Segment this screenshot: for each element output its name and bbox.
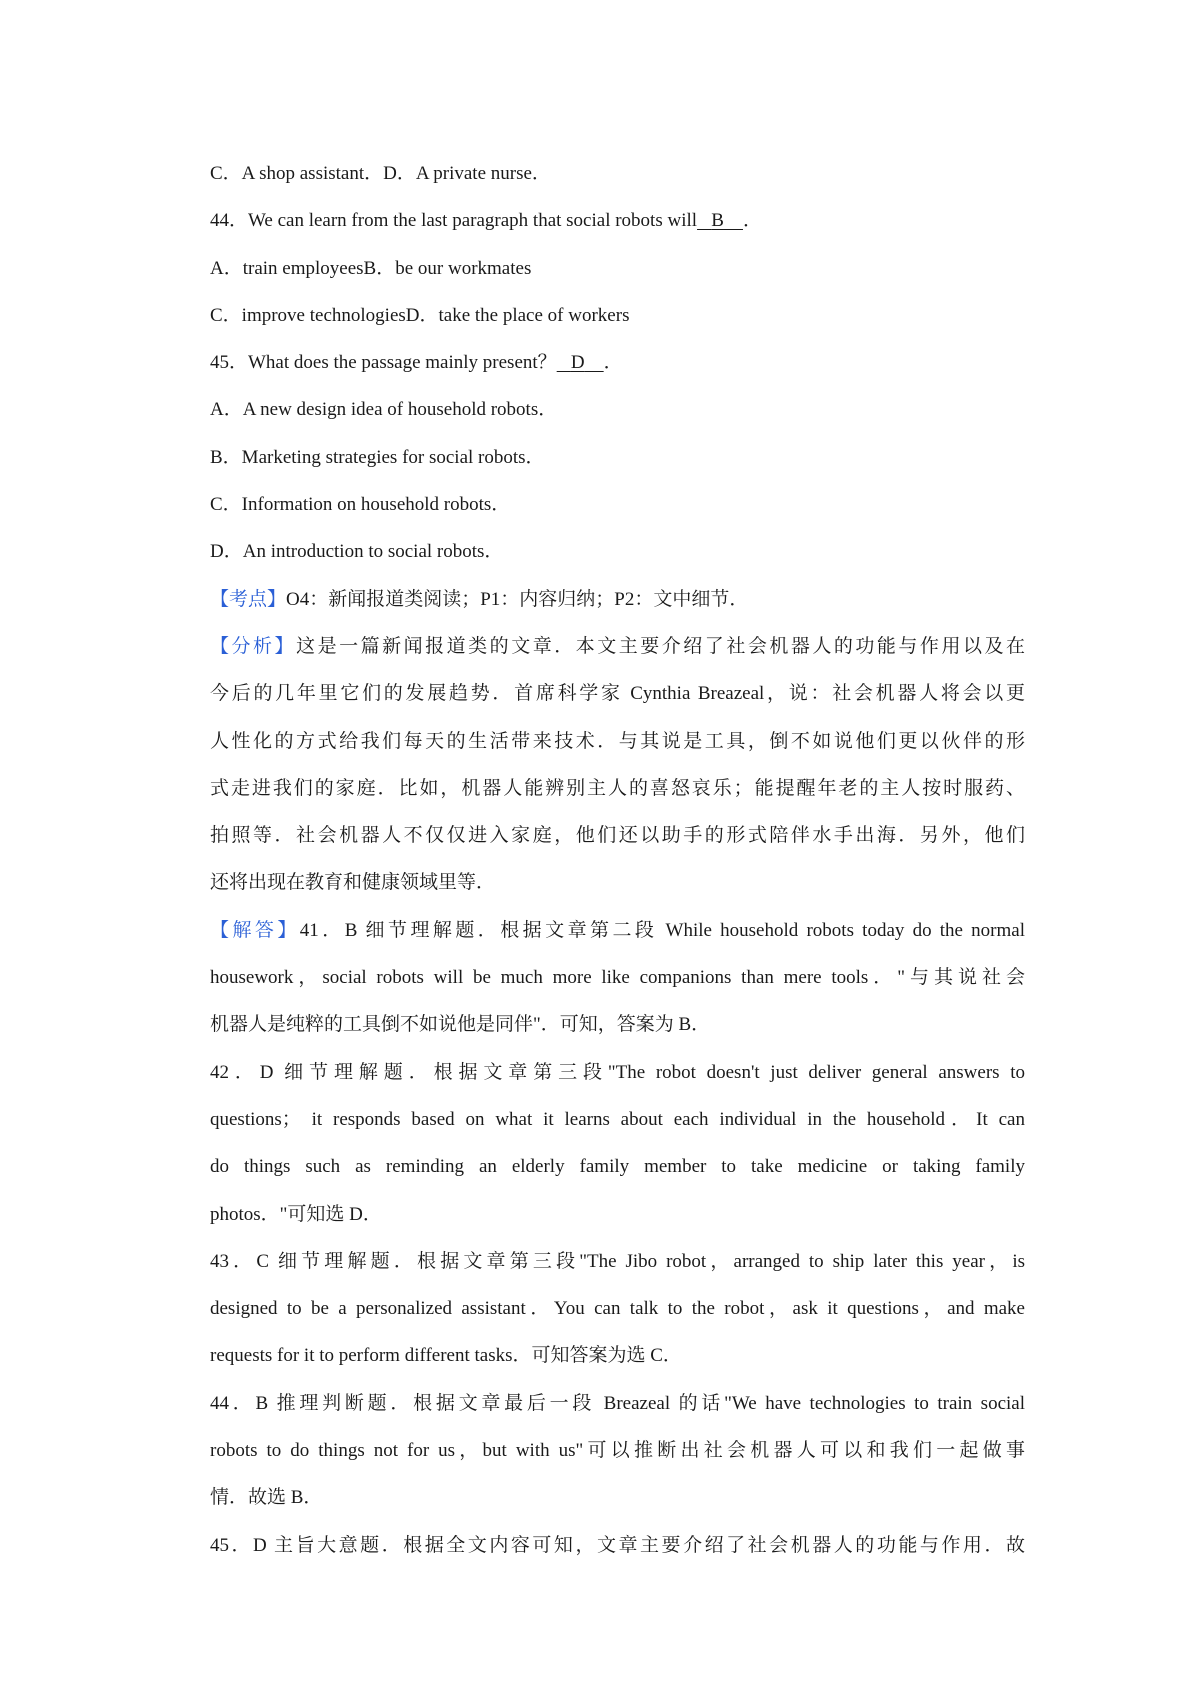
q45-answer-blank <box>557 339 604 386</box>
kaodian-text: O4：新闻报道类阅读；P1：内容归纳；P2：文中细节． <box>286 588 749 610</box>
jieda-line-text: 41．B 细节理解题．根据文章第二段 While household robots today do the normal <box>299 919 1025 941</box>
fenxi-line: 人性化的方式给我们每天的生活带来技术．与其说是工具，倒不如说他们更以伙伴的形 <box>210 730 1025 752</box>
fenxi-line: 拍照等．社会机器人不仅仅进入家庭，他们还以助手的形式陪伴水手出海．另外，他们 <box>210 825 1025 847</box>
q45-option-b: B．Marketing strategies for social robots． <box>210 446 545 468</box>
page-content <box>210 150 1025 1569</box>
q45-option-d: D．An introduction to social robots． <box>210 541 504 563</box>
q44-options-cd: C．improve technologiesD．take the place of workers <box>210 304 630 326</box>
fenxi-line: 今后的几年里它们的发展趋势．首席科学家 Cynthia Breazeal，说：社会机器人将会以更 <box>210 683 1025 705</box>
q44-stem: 44．We can learn from the last paragraph that social robots will <box>210 210 698 232</box>
jieda-line: 机器人是纯粹的工具倒不如说他是同伴"．可知，答案为 B． <box>210 1014 711 1036</box>
jieda-line: photos．"可知选 D． <box>210 1203 382 1225</box>
q44-answer-blank <box>697 197 743 244</box>
jieda-line: 45．D 主旨大意题．根据全文内容可知，文章主要介绍了社会机器人的功能与作用．故 <box>210 1534 1025 1556</box>
kaodian-tag: 【考点】 <box>210 588 287 610</box>
kaodian-line <box>210 576 1025 623</box>
q44-stem-line <box>210 197 1025 244</box>
q44-answer: B <box>711 210 724 232</box>
q45-option-c: C．Information on household robots． <box>210 494 511 516</box>
q45-stem-line <box>210 339 1025 386</box>
jieda-line: robots to do things not for us，but with us"可以推断出社会机器人可以和我们一起做事 <box>210 1440 1025 1462</box>
q45-option-a: A．A new design idea of household robots． <box>210 399 558 421</box>
fenxi-line-text: 这是一篇新闻报道类的文章．本文主要介绍了社会机器人的功能与作用以及在 <box>296 635 1025 657</box>
jieda-line: housework，social robots will be much more like companions than mere tools．"与其说社会 <box>210 967 1025 989</box>
q45-stem: 45．What does the passage mainly present？ <box>210 352 557 374</box>
jieda-line: 43．C 细节理解题．根据文章第三段"The Jibo robot，arranged to ship later this year，is <box>210 1250 1025 1272</box>
q43-options-cd: C．A shop assistant．D．A private nurse． <box>210 163 551 184</box>
fenxi-tag: 【分析】 <box>210 635 297 657</box>
jieda-line: 情．故选 B． <box>210 1487 323 1509</box>
q44-end: ． <box>742 210 762 232</box>
fenxi-line: 还将出现在教育和健康领域里等． <box>210 872 496 894</box>
jieda-line: 42．D 细节理解题．根据文章第三段"The robot doesn't just deliver general answers to <box>210 1061 1025 1083</box>
jieda-line <box>210 907 1025 954</box>
jieda-line: 44．B 推理判断题．根据文章最后一段 Breazeal 的话"We have technologies to train social <box>210 1392 1025 1414</box>
q45-answer: D <box>570 352 585 374</box>
jieda-line: questions； it responds based on what it learns about each individual in the household．It can <box>210 1108 1025 1130</box>
jieda-line: do things such as reminding an elderly family member to take medicine or taking family <box>210 1156 1025 1178</box>
jieda-line: requests for it to perform different tasks．可知答案为选 C． <box>210 1345 682 1367</box>
q45-end: ． <box>603 352 623 374</box>
q44-options-ab: A．train employeesB．be our workmates <box>210 257 532 279</box>
jieda-line: designed to be a personalized assistant．You can talk to the robot，ask it questions，and make <box>210 1298 1025 1320</box>
fenxi-line <box>210 623 1025 670</box>
fenxi-line: 式走进我们的家庭．比如，机器人能辨别主人的喜怒哀乐；能提醒年老的主人按时服药、 <box>210 777 1025 799</box>
jieda-tag: 【解答】 <box>210 919 300 941</box>
